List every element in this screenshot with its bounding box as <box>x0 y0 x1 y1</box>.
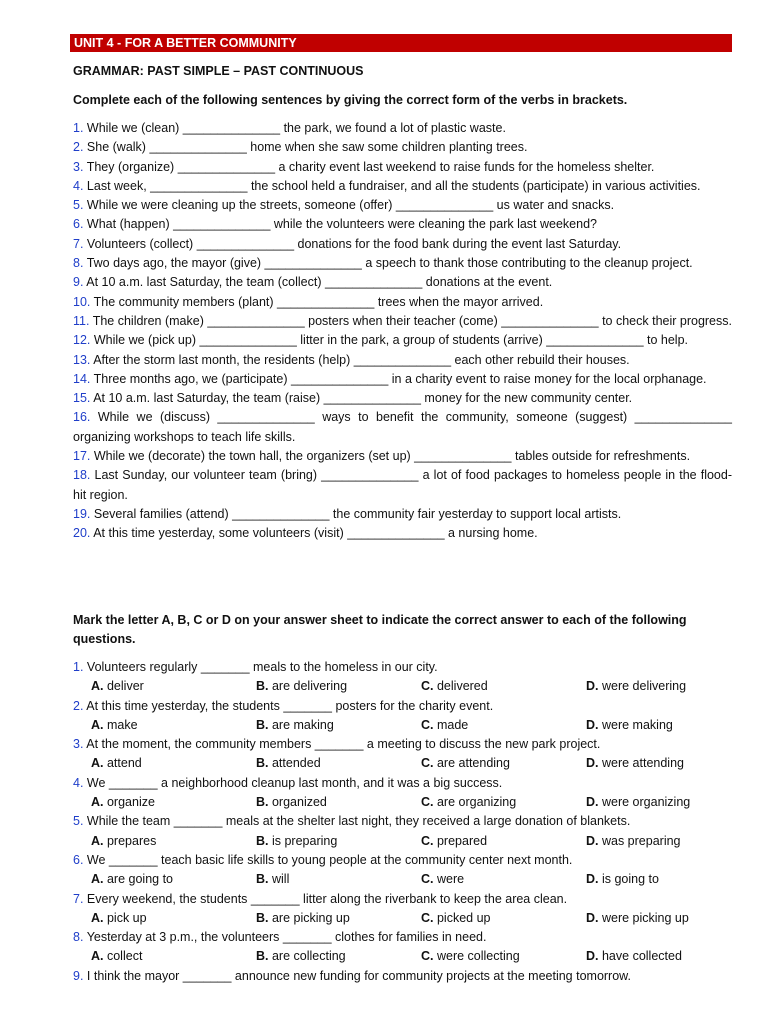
option-letter: D. <box>586 756 599 771</box>
option-text: prepared <box>436 833 488 848</box>
mcq-option[interactable] <box>403 909 568 928</box>
mcq-question <box>73 812 732 831</box>
item-number: 13. <box>73 352 91 367</box>
option-text: pick up <box>106 910 147 925</box>
option-letter: D. <box>586 949 599 964</box>
item-text: While we (discuss) ______________ ways to benefit the community, someone (suggest) ______________ organizing workshops to teach life skills. <box>73 410 732 444</box>
option-text: are delivering <box>271 679 348 694</box>
mcq-option[interactable] <box>238 793 403 812</box>
item-number: 3. <box>73 159 84 174</box>
mcq-question <box>73 735 732 754</box>
mcq-option[interactable] <box>238 754 403 773</box>
option-letter: A. <box>91 717 104 732</box>
option-text: are organizing <box>436 795 517 810</box>
item-number: 12. <box>73 333 91 348</box>
mcq-option[interactable] <box>73 677 238 696</box>
item-number: 18. <box>73 468 91 483</box>
option-text: organized <box>271 795 327 810</box>
mcq-option[interactable] <box>403 947 568 966</box>
item-text: Several families (attend) ______________ the community fair yesterday to support local artists. <box>93 506 622 521</box>
option-text: prepares <box>106 833 157 848</box>
gap-fill-item <box>73 408 732 447</box>
option-letter: D. <box>586 679 599 694</box>
gap-fill-item <box>73 505 732 524</box>
option-text: are making <box>271 717 334 732</box>
option-text: deliver <box>106 679 144 694</box>
mcq-option[interactable] <box>403 870 568 889</box>
mcq-option[interactable] <box>568 870 732 889</box>
item-number: 20. <box>73 526 91 541</box>
mcq-option[interactable] <box>238 947 403 966</box>
option-letter: B. <box>256 717 269 732</box>
mcq-question <box>73 697 732 716</box>
option-text: were <box>436 872 465 887</box>
item-number: 15. <box>73 391 91 406</box>
option-text: were picking up <box>601 910 689 925</box>
question-text: I think the mayor _______ announce new funding for community projects at the meeting tomorrow. <box>86 968 631 983</box>
mcq-option[interactable] <box>568 832 732 851</box>
option-text: made <box>436 717 469 732</box>
unit-title-bar: UNIT 4 - FOR A BETTER COMMUNITY <box>70 34 732 52</box>
mcq-option[interactable] <box>73 870 238 889</box>
item-number: 16. <box>73 410 91 425</box>
option-letter: C. <box>421 679 434 694</box>
mcq-list <box>73 658 732 986</box>
item-text: Three months ago, we (participate) ______________ in a charity event to raise money for the local orphanage. <box>93 371 707 386</box>
mcq-option[interactable] <box>568 947 732 966</box>
item-text: They (organize) ______________ a charity event last weekend to raise funds for the homeless shelter. <box>86 159 655 174</box>
mcq-options <box>73 870 732 889</box>
mcq-question <box>73 890 732 909</box>
item-text: Last week, ______________ the school held a fundraiser, and all the students (participate) in various activities. <box>86 178 701 193</box>
mcq-options <box>73 832 732 851</box>
mcq-option[interactable] <box>238 870 403 889</box>
option-text: collect <box>106 949 143 964</box>
mcq-question <box>73 928 732 947</box>
item-text: She (walk) ______________ home when she saw some children planting trees. <box>86 140 528 155</box>
item-text: After the storm last month, the residents (help) ______________ each other rebuild their houses. <box>93 352 630 367</box>
item-number: 6. <box>73 217 84 232</box>
option-text: were collecting <box>436 949 520 964</box>
question-text: We _______ a neighborhood cleanup last month, and it was a big success. <box>86 775 503 790</box>
option-text: organize <box>106 795 155 810</box>
gap-fill-item <box>73 524 732 543</box>
option-text: were delivering <box>601 679 687 694</box>
gap-fill-item <box>73 138 732 157</box>
mcq-question <box>73 851 732 870</box>
option-letter: A. <box>91 910 104 925</box>
option-letter: B. <box>256 833 269 848</box>
mcq-option[interactable] <box>403 754 568 773</box>
question-number: 9. <box>73 968 84 983</box>
gap-fill-item <box>73 254 732 273</box>
question-text: While the team _______ meals at the shelter last night, they received a large donation of blankets. <box>86 814 631 829</box>
mcq-options <box>73 909 732 928</box>
option-letter: A. <box>91 949 104 964</box>
question-number: 7. <box>73 891 84 906</box>
item-number: 14. <box>73 371 91 386</box>
mcq-option[interactable] <box>568 754 732 773</box>
grammar-title: GRAMMAR: PAST SIMPLE – PAST CONTINUOUS <box>73 64 364 78</box>
option-letter: D. <box>586 717 599 732</box>
mcq-option[interactable] <box>403 716 568 735</box>
item-text: While we (decorate) the town hall, the organizers (set up) ______________ tables outside for refreshments. <box>93 449 691 464</box>
gap-fill-item <box>73 447 732 466</box>
mcq-option[interactable] <box>73 832 238 851</box>
option-letter: C. <box>421 756 434 771</box>
item-number: 19. <box>73 506 91 521</box>
gap-fill-item <box>73 331 732 350</box>
option-letter: A. <box>91 756 104 771</box>
mcq-options <box>73 716 732 735</box>
mcq-option[interactable] <box>238 832 403 851</box>
mcq-option[interactable] <box>238 716 403 735</box>
option-letter: B. <box>256 910 269 925</box>
gap-fill-item <box>73 389 732 408</box>
mcq-option[interactable] <box>238 909 403 928</box>
mcq-options <box>73 677 732 696</box>
mcq-options <box>73 947 732 966</box>
option-letter: A. <box>91 833 104 848</box>
option-text: picked up <box>436 910 491 925</box>
option-letter: A. <box>91 795 104 810</box>
item-text: At 10 a.m. last Saturday, the team (raise) ______________ money for the new community center. <box>93 391 633 406</box>
option-text: was preparing <box>601 833 681 848</box>
mcq-option[interactable] <box>73 793 238 812</box>
item-text: The community members (plant) ______________ trees when the mayor arrived. <box>93 294 544 309</box>
gap-fill-list <box>73 119 732 544</box>
instruction-mcq: Mark the letter A, B, C or D on your answer sheet to indicate the correct answer to each of the following questions. <box>73 613 687 647</box>
mcq-option[interactable] <box>403 832 568 851</box>
gap-fill-item <box>73 273 732 292</box>
question-number: 6. <box>73 852 84 867</box>
option-text: is going to <box>601 872 659 887</box>
gap-fill-item <box>73 119 732 138</box>
option-letter: D. <box>586 910 599 925</box>
option-text: were attending <box>601 756 684 771</box>
item-number: 8. <box>73 256 84 271</box>
option-letter: D. <box>586 795 599 810</box>
item-text: While we (pick up) ______________ litter in the park, a group of students (arrive) ______________ to help. <box>93 333 689 348</box>
question-number: 5. <box>73 814 84 829</box>
option-text: make <box>106 717 138 732</box>
item-text: At this time yesterday, some volunteers (visit) ______________ a nursing home. <box>93 526 538 541</box>
item-text: While we (clean) ______________ the park, we found a lot of plastic waste. <box>86 121 506 135</box>
option-text: are collecting <box>271 949 346 964</box>
mcq-option[interactable] <box>73 909 238 928</box>
question-number: 8. <box>73 930 84 945</box>
option-text: have collected <box>601 949 682 964</box>
question-number: 2. <box>73 698 84 713</box>
item-number: 1. <box>73 121 84 135</box>
option-letter: C. <box>421 872 434 887</box>
item-number: 9. <box>73 275 84 290</box>
mcq-option[interactable] <box>568 677 732 696</box>
mcq-option[interactable] <box>403 793 568 812</box>
gap-fill-item <box>73 312 732 331</box>
gap-fill-item <box>73 235 732 254</box>
item-text: The children (make) ______________ posters when their teacher (come) ______________ to check their progress. <box>92 313 732 328</box>
item-number: 17. <box>73 449 91 464</box>
question-text: At the moment, the community members _______ a meeting to discuss the new park project. <box>86 737 601 752</box>
question-number: 3. <box>73 737 84 752</box>
question-text: Volunteers regularly _______ meals to the homeless in our city. <box>86 660 438 674</box>
mcq-option[interactable] <box>568 716 732 735</box>
mcq-question <box>73 967 732 986</box>
option-letter: C. <box>421 833 434 848</box>
item-text: Last Sunday, our volunteer team (bring) ______________ a lot of food packages to homeless people in the flood-hit region. <box>73 468 732 502</box>
mcq-question <box>73 774 732 793</box>
item-text: Volunteers (collect) ______________ donations for the food bank during the event last Saturday. <box>86 236 622 251</box>
item-text: At 10 a.m. last Saturday, the team (collect) ______________ donations at the event. <box>86 275 553 290</box>
question-number: 4. <box>73 775 84 790</box>
gap-fill-item <box>73 177 732 196</box>
option-letter: C. <box>421 949 434 964</box>
mcq-question <box>73 658 732 677</box>
item-text: Two days ago, the mayor (give) ______________ a speech to thank those contributing to the cleanup project. <box>86 256 693 271</box>
option-letter: B. <box>256 795 269 810</box>
mcq-option[interactable] <box>73 947 238 966</box>
option-text: were making <box>601 717 673 732</box>
mcq-option[interactable] <box>73 754 238 773</box>
option-text: are attending <box>436 756 510 771</box>
gap-fill-item <box>73 158 732 177</box>
option-letter: A. <box>91 679 104 694</box>
item-number: 7. <box>73 236 84 251</box>
question-text: At this time yesterday, the students _______ posters for the charity event. <box>86 698 494 713</box>
option-letter: B. <box>256 679 269 694</box>
option-text: attended <box>271 756 321 771</box>
gap-fill-item <box>73 466 732 505</box>
item-number: 11. <box>73 313 90 328</box>
question-text: We _______ teach basic life skills to young people at the community center next month. <box>86 852 573 867</box>
option-letter: C. <box>421 795 434 810</box>
gap-fill-item <box>73 370 732 389</box>
option-letter: C. <box>421 717 434 732</box>
option-letter: B. <box>256 872 269 887</box>
option-text: attend <box>106 756 142 771</box>
item-number: 10. <box>73 294 91 309</box>
instruction-verbs: Complete each of the following sentences by giving the correct form of the verbs in brackets. <box>73 93 628 107</box>
option-text: is preparing <box>271 833 338 848</box>
question-text: Every weekend, the students _______ litter along the riverbank to keep the area clean. <box>86 891 568 906</box>
option-text: were organizing <box>601 795 691 810</box>
gap-fill-item <box>73 196 732 215</box>
item-number: 2. <box>73 140 84 155</box>
option-text: delivered <box>436 679 488 694</box>
option-text: are going to <box>106 872 174 887</box>
mcq-option[interactable] <box>568 909 732 928</box>
mcq-option[interactable] <box>568 793 732 812</box>
item-text: What (happen) ______________ while the volunteers were cleaning the park last weekend? <box>86 217 597 232</box>
item-number: 5. <box>73 198 84 213</box>
mcq-options <box>73 754 732 773</box>
option-letter: D. <box>586 872 599 887</box>
mcq-option[interactable] <box>403 677 568 696</box>
option-text: are picking up <box>271 910 350 925</box>
option-letter: C. <box>421 910 434 925</box>
option-letter: B. <box>256 756 269 771</box>
option-text: will <box>271 872 290 887</box>
mcq-option[interactable] <box>238 677 403 696</box>
mcq-options <box>73 793 732 812</box>
gap-fill-item <box>73 351 732 370</box>
option-letter: A. <box>91 872 104 887</box>
mcq-option[interactable] <box>73 716 238 735</box>
item-number: 4. <box>73 178 84 193</box>
option-letter: D. <box>586 833 599 848</box>
gap-fill-item <box>73 215 732 234</box>
item-text: While we were cleaning up the streets, someone (offer) ______________ us water and snacks. <box>86 198 615 213</box>
option-letter: B. <box>256 949 269 964</box>
question-text: Yesterday at 3 p.m., the volunteers _______ clothes for families in need. <box>86 930 487 945</box>
gap-fill-item <box>73 293 732 312</box>
question-number: 1. <box>73 660 84 674</box>
